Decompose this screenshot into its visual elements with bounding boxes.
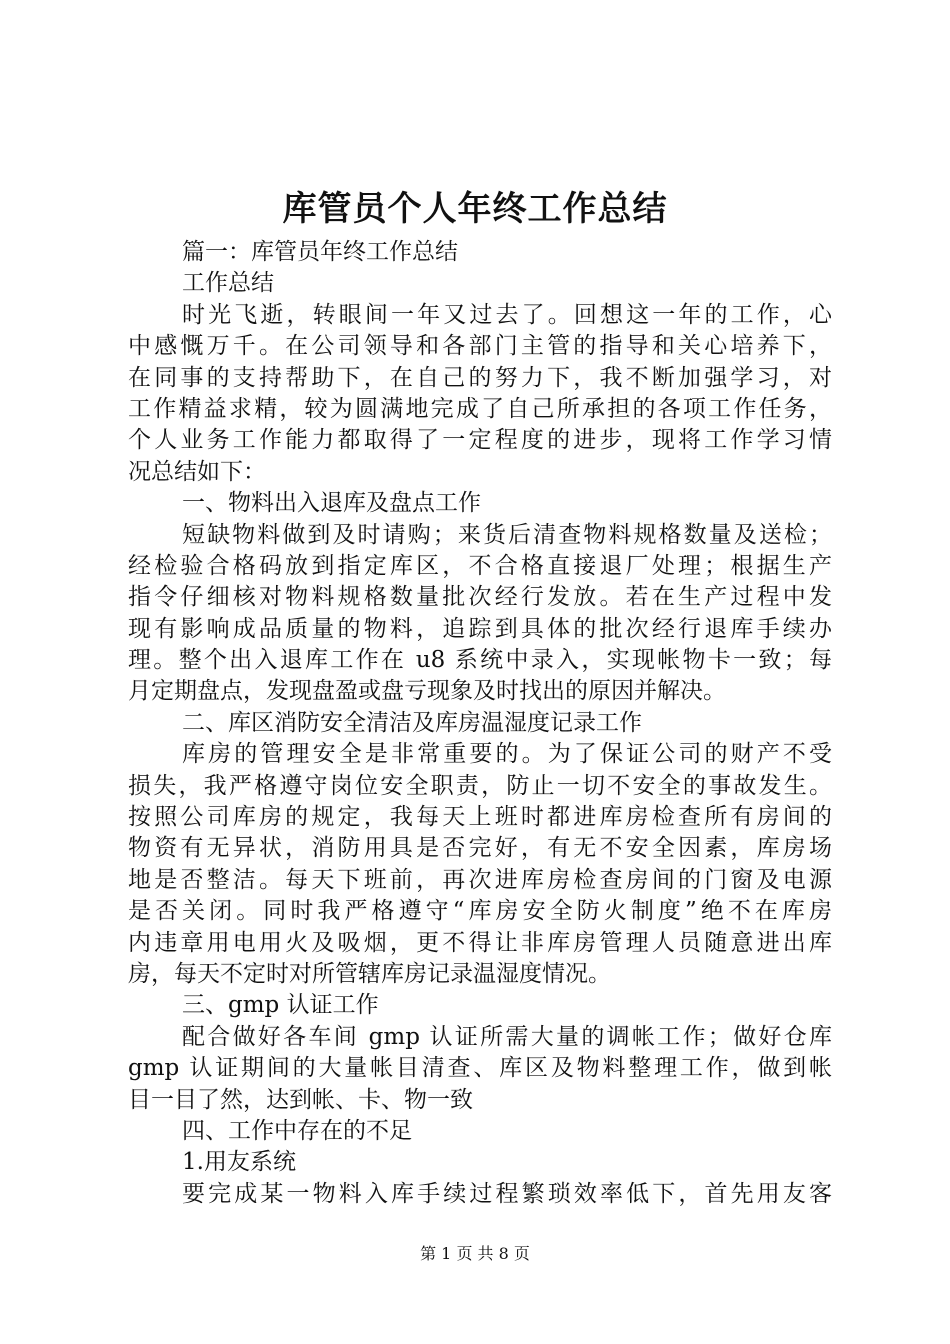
paragraph-line: 中感慨万千。在公司领导和各部门主管的指导和关心培养下， xyxy=(128,333,832,360)
paragraph-line: 时光飞逝，转眼间一年又过去了。回想这一年的工作，心 xyxy=(182,301,832,328)
paragraph-line: 损失，我严格遵守岗位安全职责，防止一切不安全的事故发生。 xyxy=(128,772,832,799)
paragraph-line: 地是否整洁。每天下班前，再次进库房检查房间的门窗及电源 xyxy=(128,866,832,893)
paragraph-line: 按照公司库房的规定，我每天上班时都进库房检查所有房间的 xyxy=(128,804,832,831)
document-body xyxy=(128,237,832,1210)
paragraph-line: 配合做好各车间 gmp 认证所需大量的调帐工作；做好仓库 xyxy=(182,1023,832,1050)
section-heading: 三、gmp 认证工作 xyxy=(182,992,379,1019)
paragraph-line: 况总结如下： xyxy=(128,458,266,485)
paragraph-line: gmp 认证期间的大量帐目清查、库区及物料整理工作，做到帐 xyxy=(128,1055,832,1082)
paragraph-line: 月定期盘点，发现盘盈或盘亏现象及时找出的原因并解决。 xyxy=(128,678,726,705)
section-heading: 篇一：库管员年终工作总结 xyxy=(182,239,458,265)
paragraph-line: 房，每天不定时对所管辖库房记录温湿度情况。 xyxy=(128,960,611,987)
paragraph-line: 是否关闭。同时我严格遵守“库房安全防火制度”绝不在库房 xyxy=(128,898,832,925)
paragraph-line: 经检验合格码放到指定库区，不合格直接退厂处理；根据生产 xyxy=(128,552,832,579)
page-footer: 第 1 页 共 8 页 xyxy=(420,1244,530,1263)
paragraph-line: 内违章用电用火及吸烟，更不得让非库房管理人员随意进出库 xyxy=(128,929,832,956)
paragraph-line: 指令仔细核对物料规格数量批次经行发放。若在生产过程中发 xyxy=(128,584,832,611)
paragraph-line: 物资有无异状，消防用具是否完好，有无不安全因素，库房场 xyxy=(128,835,832,862)
paragraph-line: 要完成某一物料入库手续过程繁琐效率低下，首先用友客 xyxy=(182,1180,832,1207)
section-heading: 四、工作中存在的不足 xyxy=(182,1117,412,1144)
document-title: 库管员个人年终工作总结 xyxy=(282,189,668,229)
paragraph-line: 在同事的支持帮助下，在自己的努力下，我不断加强学习，对 xyxy=(128,364,832,391)
paragraph-line: 库房的管理安全是非常重要的。为了保证公司的财产不受 xyxy=(182,741,832,768)
paragraph-line: 现有影响成品质量的物料，追踪到具体的批次经行退库手续办 xyxy=(128,615,832,642)
paragraph-line: 目一目了然，达到帐、卡、物一致 xyxy=(128,1086,473,1113)
section-heading: 二、库区消防安全清洁及库房温湿度记录工作 xyxy=(182,709,642,736)
section-subheading: 工作总结 xyxy=(182,270,274,297)
paragraph-line: 理。整个出入退库工作在 u8 系统中录入，实现帐物卡一致；每 xyxy=(128,647,832,674)
section-heading: 一、物料出入退库及盘点工作 xyxy=(182,490,481,517)
paragraph-line: 短缺物料做到及时请购；来货后清查物料规格数量及送检； xyxy=(182,521,832,548)
paragraph-line: 工作精益求精，较为圆满地完成了自己所承担的各项工作任务， xyxy=(128,395,832,422)
paragraph-line: 个人业务工作能力都取得了一定程度的进步，现将工作学习情 xyxy=(128,427,832,454)
subsection-heading: 1.用友系统 xyxy=(182,1149,296,1176)
